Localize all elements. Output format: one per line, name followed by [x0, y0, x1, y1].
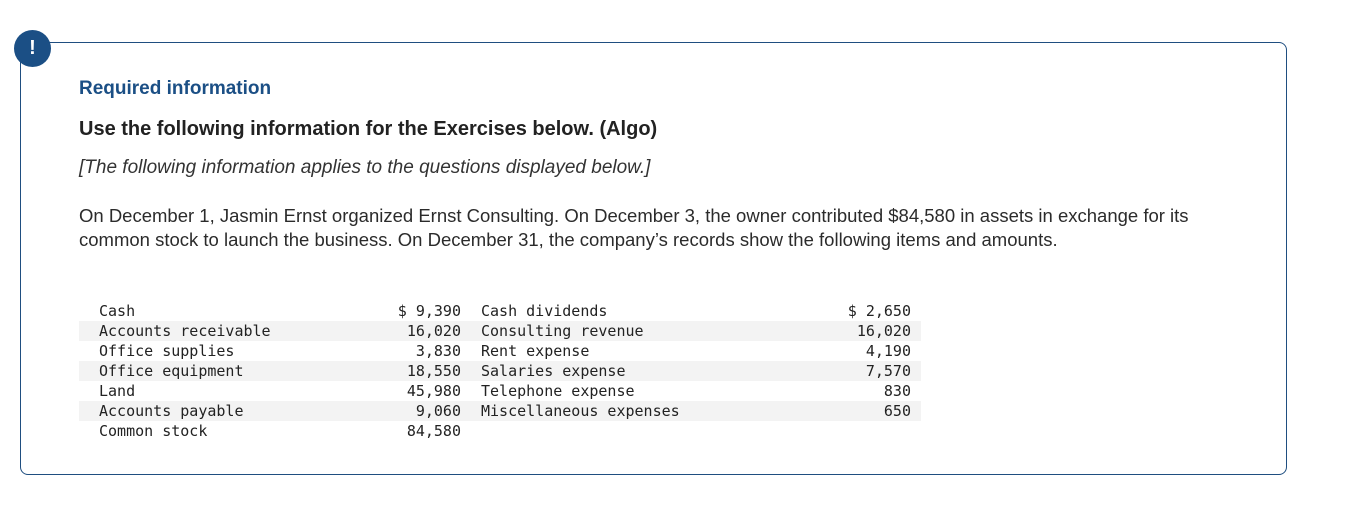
right-account-amount: 830 [883, 382, 911, 400]
applies-note: [The following information applies to the questions displayed below.] [79, 157, 651, 178]
table-row [79, 401, 921, 421]
exercise-heading: Use the following information for the Exercises below. (Algo) [79, 118, 658, 140]
accounts-table [79, 301, 921, 441]
right-account-label: Miscellaneous expenses [481, 402, 680, 420]
right-account-amount: 16,020 [856, 322, 911, 340]
left-account-label: Office equipment [99, 362, 244, 380]
table-row [79, 341, 921, 361]
right-account-label: Cash dividends [481, 302, 608, 320]
table-row [79, 321, 921, 341]
left-account-label: Office supplies [99, 342, 235, 360]
problem-paragraph: On December 1, Jasmin Ernst organized Ernst Consulting. On December 3, the owner contributed $84,580 in assets in exchange for its common stock to launch the business. On December 31, the company’s records show the following items and amounts. [79, 205, 1189, 250]
left-account-amount: 18,550 [406, 362, 461, 380]
right-account-label: Consulting revenue [481, 322, 644, 340]
table-row [79, 421, 921, 441]
left-account-label: Land [99, 382, 136, 400]
table-row [79, 381, 921, 401]
left-account-amount: 3,830 [415, 342, 461, 360]
left-account-amount: 84,580 [406, 422, 461, 440]
left-account-amount: 45,980 [406, 382, 461, 400]
left-account-label: Common stock [99, 422, 208, 440]
right-account-amount [811, 421, 911, 441]
table-row [79, 361, 921, 381]
left-account-label: Cash [99, 302, 136, 320]
right-account-amount: 7,570 [865, 362, 911, 380]
left-account-amount: 16,020 [406, 322, 461, 340]
right-account-amount: $ 2,650 [847, 302, 911, 320]
right-account-label: Salaries expense [481, 362, 626, 380]
right-account-label: Telephone expense [481, 382, 635, 400]
right-account-label: Rent expense [481, 342, 590, 360]
table-row [79, 301, 921, 321]
left-account-amount: $ 9,390 [397, 302, 461, 320]
left-account-amount: 9,060 [415, 402, 461, 420]
required-information-title: Required information [79, 78, 272, 99]
right-account-amount: 650 [883, 402, 911, 420]
right-account-amount: 4,190 [865, 342, 911, 360]
left-account-label: Accounts receivable [99, 322, 271, 340]
right-account-label [461, 421, 811, 441]
exclamation-icon: ! [14, 30, 51, 67]
left-account-label: Accounts payable [99, 402, 244, 420]
